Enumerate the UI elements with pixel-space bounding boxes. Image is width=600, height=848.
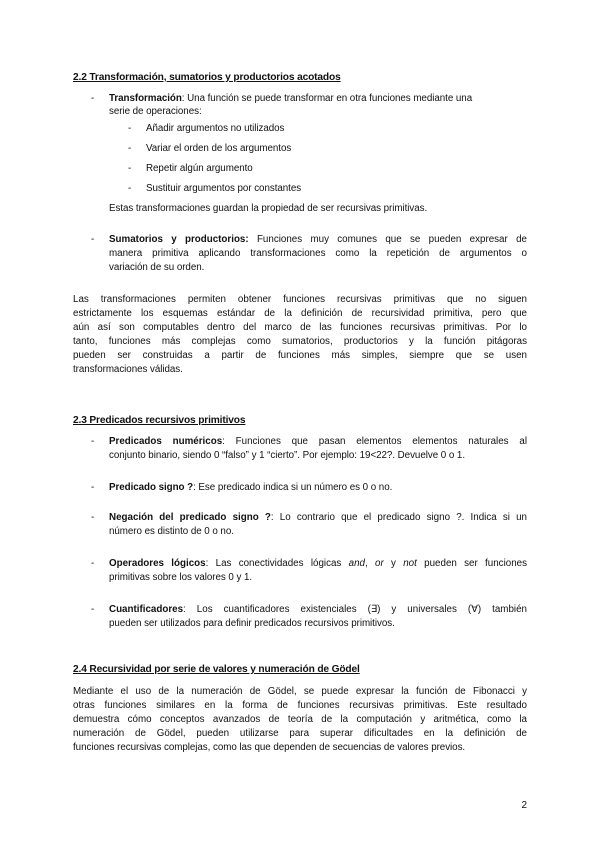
page-number: 2: [521, 800, 527, 811]
bullet-text: : Las conectividades lógicas: [205, 558, 342, 569]
bullet-dash: -: [91, 604, 95, 615]
bullet-text-line: manera primitiva aplicando transformaciones como la repetición de argumentos o: [109, 248, 527, 259]
term-transformacion: Transformación: [109, 93, 182, 104]
subitem: Repetir algún argumento: [146, 163, 253, 174]
bullet-text: pueden ser funciones: [416, 558, 527, 569]
section-heading-2-4: 2.4 Recursividad por serie de valores y numeración de Gödel: [73, 664, 360, 675]
bullet-predicado-signo: [109, 482, 392, 494]
sub-bullet-dash: -: [128, 123, 132, 134]
bullet-text: : Los cuantificadores existenciales (∃) y universales (∀) también: [183, 604, 527, 615]
paragraph-line: funciones recursivas complejas, como las que dependen de secuencias de valores previos.: [73, 742, 466, 753]
paragraph-line: Las transformaciones permiten obtener funciones recursivas primitivas que no siguen: [73, 294, 527, 305]
bullet-negacion: [109, 512, 527, 524]
bullet-text: Funciones muy comunes que se pueden expresar de: [256, 234, 527, 245]
subitem: Sustituir argumentos por constantes: [146, 183, 302, 194]
italic-and: and: [348, 558, 365, 569]
term-negacion: Negación del predicado signo ?: [109, 512, 271, 523]
bullet-predicados-numericos: [109, 436, 527, 448]
transformacion-note: Estas transformaciones guardan la propiedad de ser recursivas primitivas.: [109, 203, 428, 214]
bullet-text-line: serie de operaciones:: [109, 106, 202, 117]
bullet-dash: -: [91, 558, 95, 569]
bullet-dash: -: [91, 512, 95, 523]
bullet-text: : Ese predicado indica si un número es 0 o no.: [193, 482, 393, 493]
term-sumatorios: Sumatorios y productorios:: [109, 234, 249, 245]
section-heading-2-3: 2.3 Predicados recursivos primitivos: [73, 415, 246, 426]
bullet-transformacion: [109, 93, 472, 105]
bullet-text: : Lo contrario que el predicado signo ?. Indica si un: [270, 512, 527, 523]
term-operadores-logicos: Operadores lógicos: [109, 558, 206, 569]
bullet-sumatorios: [109, 234, 527, 246]
bullet-text: : Una función se puede transformar en otra funciones mediante una: [181, 93, 473, 104]
paragraph-line: tanto, funciones más complejas como sumatorios, productorios y la función pitágoras: [73, 336, 527, 347]
sub-bullet-dash: -: [128, 183, 132, 194]
bullet-operadores-logicos: [109, 558, 527, 570]
italic-or: or: [375, 558, 384, 569]
bullet-text-line: variación de su orden.: [109, 262, 205, 273]
sub-bullet-dash: -: [128, 163, 132, 174]
subitem: Añadir argumentos no utilizados: [146, 123, 285, 134]
paragraph-line: demuestra cómo conceptos avanzados de teoría de la computación y aritmética, como la: [73, 714, 527, 725]
paragraph-line: otras funciones similares en la forma de funciones recursivas primitivas. Este resultado: [73, 700, 527, 711]
paragraph-line: pueden ser construidas a partir de funciones más simples, siempre que se usen: [73, 350, 527, 361]
paragraph-line: Mediante el uso de la numeración de Gödel, se puede expresar la función de Fibonacci y: [73, 686, 527, 697]
sub-bullet-dash: -: [128, 143, 132, 154]
bullet-text: ,: [364, 558, 376, 569]
paragraph-line: numeración de Gödel, pueden utilizarse para superar dificultades en la definición de: [73, 728, 527, 739]
bullet-dash: -: [91, 482, 95, 493]
term-predicados-numericos: Predicados numéricos: [109, 436, 223, 447]
bullet-text-line: pueden ser utilizados para definir predicados recursivos primitivos.: [109, 618, 395, 629]
bullet-dash: -: [91, 234, 95, 245]
bullet-text-line: primitivas sobre los valores 0 y 1.: [109, 572, 253, 583]
term-predicado-signo: Predicado signo ?: [109, 482, 194, 493]
paragraph-line: aún así son computables dentro del marco de las funciones recursivas primitivas. Por lo: [73, 322, 527, 333]
section-heading-2-2: 2.2 Transformación, sumatorios y productorios acotados: [73, 72, 341, 83]
bullet-text: : Funciones que pasan elementos elementos naturales al: [222, 436, 527, 447]
bullet-cuantificadores: [109, 604, 527, 616]
subitem: Variar el orden de los argumentos: [146, 143, 292, 154]
bullet-text-line: número es distinto de 0 o no.: [109, 526, 234, 537]
paragraph-line: estrictamente los esquemas estándar de la definición de recursividad primitiva, pero que: [73, 308, 527, 319]
term-cuantificadores: Cuantificadores: [109, 604, 184, 615]
bullet-dash: -: [91, 93, 95, 104]
bullet-dash: -: [91, 436, 95, 447]
paragraph-line: transformaciones válidas.: [73, 364, 183, 375]
bullet-text-line: conjunto binario, siendo 0 “falso” y 1 “cierto”. Por ejemplo: 19<22?. Devuelve 0 o 1.: [109, 450, 465, 461]
bullet-text: y: [383, 558, 404, 569]
italic-not: not: [403, 558, 417, 569]
